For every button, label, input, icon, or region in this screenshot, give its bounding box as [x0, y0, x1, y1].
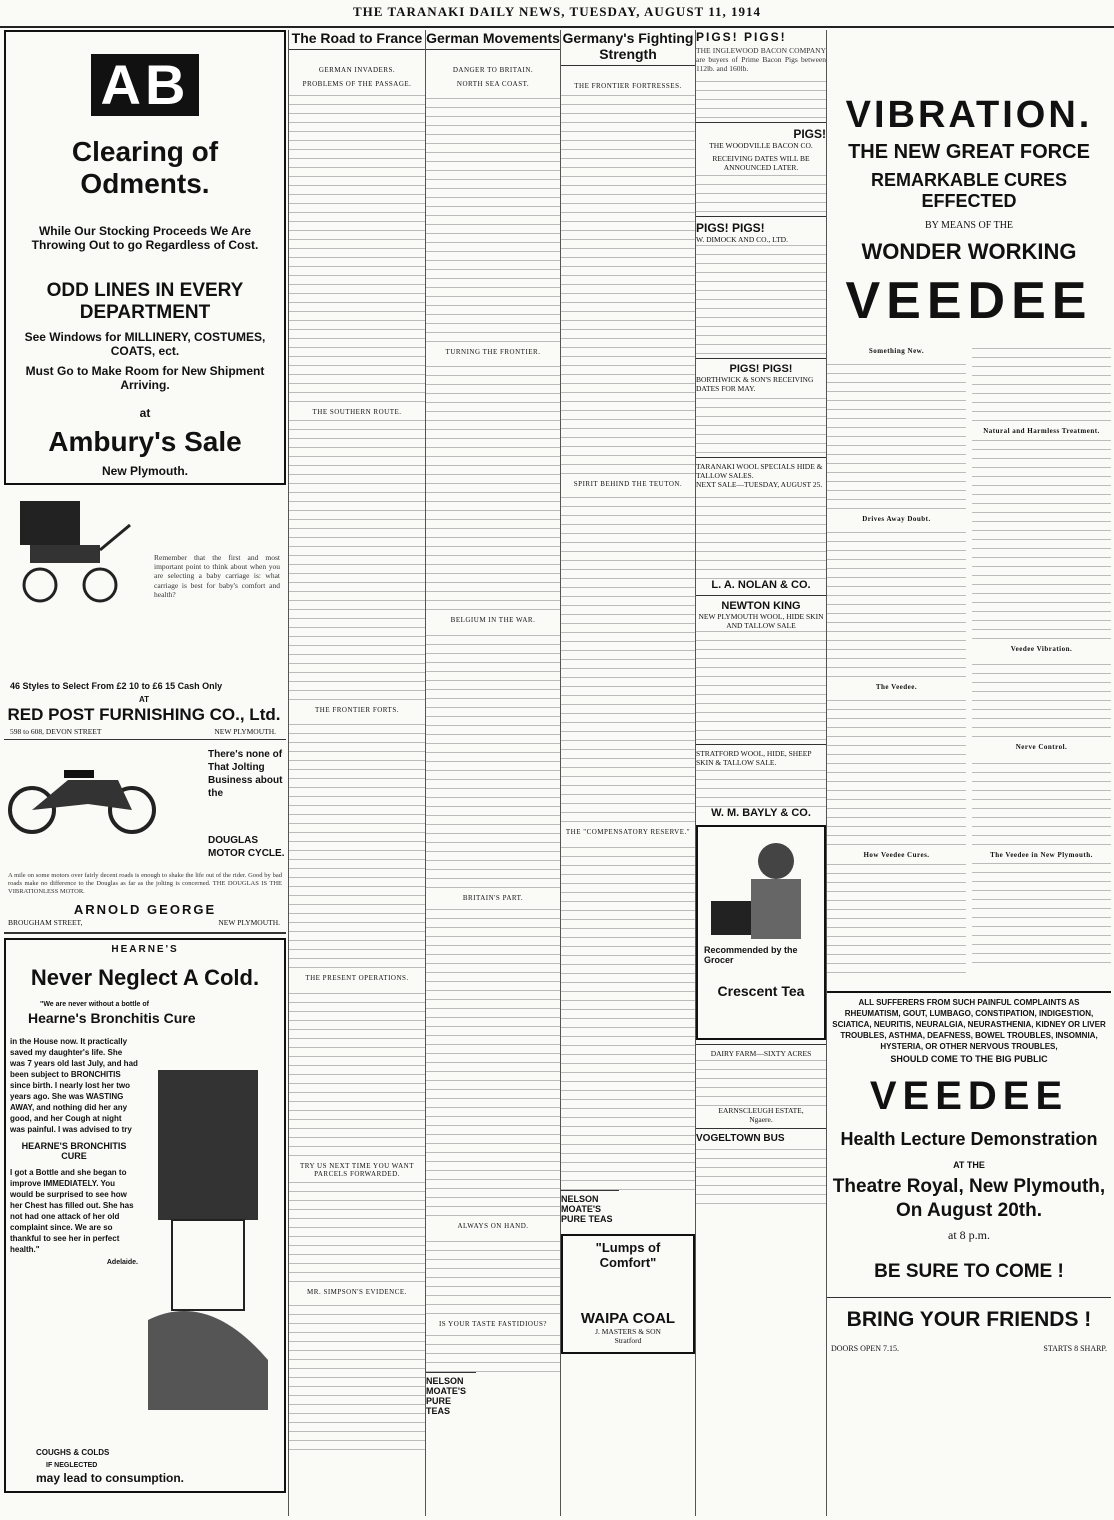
veedee-wonder: WONDER WORKING — [861, 239, 1077, 264]
veedee-at-the: AT THE — [953, 1160, 985, 1170]
veedee-remarkable: REMARKABLE CURES EFFECTED — [870, 170, 1067, 211]
veedee-vibration: VIBRATION. — [845, 94, 1093, 136]
ambury-windows: See Windows for MILLINERY, COSTUMES, COATS, ect. — [24, 330, 266, 358]
douglas-firm: ARNOLD GEORGE — [73, 902, 217, 917]
hearne-neglected: IF NEGLECTED — [46, 1462, 98, 1469]
next-sale-notice: NEXT SALE—TUESDAY, AUGUST 25. — [696, 479, 823, 489]
article-subhead: MR. SIMPSON'S EVIDENCE. — [307, 1288, 407, 1296]
dairy-farm-notice: DAIRY FARM—SIXTY ACRES — [710, 1048, 812, 1058]
classifieds-column — [695, 30, 826, 1516]
article-body-text — [289, 1300, 425, 1450]
article-subhead: BRITAIN'S PART. — [462, 894, 524, 902]
ads-column-left — [4, 30, 286, 1516]
article-subhead: NORTH SEA COAST. — [456, 80, 530, 88]
article-subhead: DANGER TO BRITAIN. — [452, 66, 534, 74]
hearne-brand: HEARNE'S BRONCHITIS CURE — [21, 1141, 127, 1161]
veedee-subhead: Natural and Harmless Treatment. — [983, 427, 1100, 435]
veedee-lecture: Health Lecture Demonstration — [840, 1129, 1098, 1149]
douglas-ad — [4, 740, 286, 934]
hearne-may: may lead to consumption. — [36, 1471, 185, 1485]
classified-text — [696, 489, 826, 579]
ambury-room: Must Go to Make Room for New Shipment Arriving. — [25, 364, 265, 392]
veedee-should: SHOULD COME TO THE BIG PUBLIC — [890, 1054, 1048, 1064]
article-body-text — [289, 92, 425, 402]
nolan-name: L. A. NOLAN & CO. — [711, 578, 811, 591]
woodville-notice: THE WOODVILLE BACON CO. — [709, 140, 813, 150]
veedee-subhead: Nerve Control. — [1015, 743, 1068, 751]
pigs-heading: PIGS! PIGS! — [696, 30, 787, 44]
veedee-body-col — [827, 341, 966, 981]
ambury-line2: Throwing Out to go Regardless of Cost. — [31, 238, 259, 252]
masthead: THE TARANAKI DAILY NEWS, TUESDAY, AUGUST 11, 1914 — [0, 0, 1114, 28]
veedee-body-col — [972, 341, 1111, 981]
veedee-subhead: Drives Away Doubt. — [862, 515, 931, 523]
dimock-notice: W. DIMOCK AND CO., LTD. — [696, 234, 788, 244]
article-body-text — [426, 92, 560, 342]
veedee-text — [972, 341, 1111, 421]
hearne-coughs: COUGHS & COLDS — [36, 1448, 110, 1457]
article-subhead: GERMAN INVADERS. — [318, 66, 396, 74]
classified-text — [696, 1144, 826, 1204]
veedee-sure: BE SURE TO COME ! — [874, 1261, 1064, 1282]
article-body-text — [289, 718, 425, 968]
ambury-line1: While Our Stocking Proceeds We Are — [38, 224, 252, 238]
douglas-name: DOUGLAS MOTOR CYCLE. — [208, 835, 285, 859]
article-german-movements — [425, 30, 560, 1516]
veedee-subhead: The Veedee in New Plymouth. — [990, 851, 1093, 859]
veedee-means: BY MEANS OF THE — [924, 220, 1014, 231]
vogeltown-bus: VOGELTOWN BUS — [696, 1132, 785, 1144]
article-subhead: TRY US NEXT TIME YOU WANT PARCELS FORWARDED. — [299, 1162, 415, 1178]
veedee-text — [827, 527, 966, 677]
douglas-street: BROUGHAM STREET, — [8, 918, 83, 927]
ambury-ad — [4, 30, 286, 485]
article-subhead: THE PRESENT OPERATIONS. — [305, 974, 409, 982]
redpost-address: 598 to 608, DEVON STREET — [10, 727, 102, 736]
veedee-text — [827, 695, 966, 845]
article-subhead: BELGIUM IN THE WAR. — [450, 616, 536, 624]
classified-text — [696, 244, 826, 354]
classified-text — [696, 393, 826, 453]
newton-king-name: NEWTON KING — [721, 599, 801, 612]
veedee-time: at 8 p.m. — [948, 1228, 990, 1242]
taranaki-wool-notice: TARANAKI WOOL SPECIALS HIDE & TALLOW SALES. — [696, 461, 823, 480]
veedee-subhead: Veedee Vibration. — [1010, 645, 1073, 653]
veedee-text — [972, 863, 1111, 963]
article-body-text — [426, 906, 560, 1216]
veedee-subhead: The Veedee. — [875, 683, 918, 691]
classified-text — [696, 767, 826, 807]
veedee-new-force: THE NEW GREAT FORCE — [848, 141, 1090, 163]
grocer-illustration — [706, 831, 816, 941]
np-wool-sale: NEW PLYMOUTH WOOL, HIDE SKIN AND TALLOW SALE — [698, 611, 824, 630]
ngaere-town: Ngaere. — [749, 1114, 773, 1124]
stratford-wool-sale: STRATFORD WOOL, HIDE, SHEEP SKIN & TALLOW SALE. — [696, 748, 812, 767]
hearne-body: in the House now. It practically saved my daughter's life. She was 7 years old last July, and had been subject to BRONCHITIS since birth. I nearly lost her two years ago. She was WASTING AWAY, and nothing did her any good, and her Cough at night was painful. I was advised to try — [10, 1037, 138, 1134]
article-headline: Germany's Fighting Strength — [561, 30, 695, 66]
hearne-title: Never Neglect A Cold. — [30, 965, 260, 990]
article-body-text — [561, 840, 695, 1190]
redpost-text: Remember that the first and most important point to think about when you are selecting a baby carriage is: what carriage is best for baby's comfort and health? — [154, 553, 280, 599]
hearne-body2: I got a Bottle and she began to improve IMMEDIATELY. You would be surprised to see how her Chest has filled out. She has not had one attack of her old complaint since. We are so thankful to see her in perfect health." — [10, 1168, 134, 1254]
article-headline: The Road to France — [289, 30, 425, 50]
article-body-text — [426, 628, 560, 888]
nelson-moate-ad: NELSON MOATE'S PURE TEAS — [426, 1372, 476, 1416]
pram-illustration — [10, 495, 140, 605]
redpost-ad — [4, 491, 286, 740]
veedee-text — [827, 863, 966, 973]
article-body-text — [561, 492, 695, 822]
veedee-ad — [826, 30, 1111, 1516]
ambury-at: at — [139, 406, 151, 420]
ambury-logo: AB — [10, 54, 280, 116]
article-subhead: ALWAYS ON HAND. — [457, 1222, 529, 1230]
article-subhead: IS YOUR TASTE FASTIDIOUS? — [438, 1320, 548, 1328]
classified-text — [696, 630, 826, 740]
veedee-date: On August 20th. — [895, 1200, 1043, 1221]
hearne-never: "We are never without a bottle of — [40, 1001, 149, 1008]
veedee-text — [972, 439, 1111, 639]
veedee-body — [827, 341, 1111, 981]
ambury-odd-lines: ODD LINES IN EVERY DEPARTMENT — [46, 280, 244, 323]
article-body-text — [561, 94, 695, 474]
crescent-tea-ad: Recommended by the Grocer Crescent Tea — [696, 825, 826, 1040]
classified-text — [696, 74, 826, 118]
waipa-coal-ad: "Lumps of Comfort" WAIPA COAL J. MASTERS & SON Stratford — [561, 1234, 695, 1354]
classified-text — [696, 172, 826, 212]
article-body-text — [289, 986, 425, 1156]
ambury-sale: Ambury's Sale — [48, 426, 242, 457]
hearne-top: HEARNE'S — [111, 944, 179, 955]
douglas-text: There's none of That Jolting Business about the — [208, 749, 283, 799]
article-subhead: THE FRONTIER FORTRESSES. — [574, 82, 682, 90]
ambury-title: Clearing of Odments. — [71, 136, 219, 199]
redpost-name: RED POST FURNISHING CO., Ltd. — [7, 705, 281, 724]
article-subhead: TURNING THE FRONTIER. — [445, 348, 541, 356]
douglas-town: NEW PLYMOUTH. — [218, 918, 280, 927]
veedee-subhead: How Veedee Cures. — [863, 851, 930, 859]
article-body-text — [289, 1182, 425, 1282]
pigs-heading: PIGS! — [793, 126, 826, 141]
veedee-subhead: Something New. — [868, 347, 925, 355]
classified-text — [696, 1058, 826, 1106]
article-road-to-france — [288, 30, 425, 1516]
article-subhead: SPIRIT BEHIND THE TEUTON. — [573, 480, 683, 488]
veedee-starts: STARTS 8 SHARP. — [1043, 1344, 1107, 1353]
veedee-sufferers: ALL SUFFERERS FROM SUCH PAINFUL COMPLAINTS AS RHEUMATISM, GOUT, LUMBAGO, CONSTIPATION, INDIGESTION, SCIATICA, NEURITIS, NEURALGIA, NEURASTHENIA, KIDNEY OR LIVER TROUBLES, ASTHMA, DEAFNESS, BOWEL TROUBLES, INSOMNIA, HYSTERIA, OR OTHER NERVOUS TROUBLES, — [832, 998, 1106, 1051]
motorcycle-illustration — [8, 756, 158, 836]
veedee-doors: DOORS OPEN 7.15. — [831, 1344, 900, 1353]
earnscleugh-estate: EARNSCLEUGH ESTATE, — [718, 1105, 804, 1115]
receiving-notice: RECEIVING DATES WILL BE ANNOUNCED LATER. — [712, 153, 810, 172]
veedee-name-2: VEEDEE — [869, 1074, 1069, 1118]
nelson-moate-ad: NELSON MOATE'S PURE TEAS — [561, 1190, 619, 1224]
veedee-theatre: Theatre Royal, New Plymouth, — [832, 1176, 1106, 1197]
pigs-heading: PIGS! PIGS! — [729, 362, 793, 375]
bayly-name: W. M. BAYLY & CO. — [711, 806, 811, 819]
article-body-text — [289, 420, 425, 700]
borthwick-notice: BORTHWICK & SON'S RECEIVING DATES FOR MAY. — [696, 374, 814, 393]
article-subhead: THE "COMPENSATORY RESERVE." — [565, 828, 691, 836]
hearne-ad — [4, 938, 286, 1493]
ambury-town: New Plymouth. — [101, 464, 188, 478]
redpost-town: NEW PLYMOUTH. — [214, 727, 276, 736]
veedee-text — [827, 359, 966, 509]
veedee-name: VEEDEE — [845, 272, 1093, 330]
inglewood-notice: THE INGLEWOOD BACON COMPANY are buyers of Prime Bacon Pigs between 112lb. and 160lb. — [696, 46, 826, 74]
veedee-footer — [827, 1344, 1111, 1353]
douglas-body: A mile on some motors over fairly decent roads is enough to shake the life out of the rider. Good by bad roads make no difference to the Douglas as far as the jolting is concerned. THE DOUGLAS IS THE VIBRATIONLESS MOTOR. — [8, 872, 282, 895]
article-subhead: PROBLEMS OF THE PASSAGE. — [302, 80, 412, 88]
article-body-text — [426, 360, 560, 610]
veedee-text — [972, 657, 1111, 737]
article-subhead: THE SOUTHERN ROUTE. — [312, 408, 402, 416]
veedee-bring: BRING YOUR FRIENDS ! — [846, 1308, 1092, 1331]
hearne-signature: Adelaide. — [106, 1259, 138, 1266]
article-body-text — [426, 1332, 560, 1372]
veedee-text — [972, 755, 1111, 845]
article-germany-fighting — [560, 30, 695, 1516]
redpost-styles: 46 Styles to Select From £2 10 to £6 15 Cash Only — [10, 681, 223, 691]
article-headline: German Movements — [426, 30, 560, 50]
redpost-at: AT — [138, 695, 150, 704]
hearne-illustration — [138, 1060, 278, 1420]
article-subhead: THE FRONTIER FORTS. — [315, 706, 399, 714]
article-body-text — [426, 1234, 560, 1314]
pigs-heading: PIGS! PIGS! — [696, 220, 765, 235]
hearne-cure: Hearne's Bronchitis Cure — [28, 1010, 196, 1026]
